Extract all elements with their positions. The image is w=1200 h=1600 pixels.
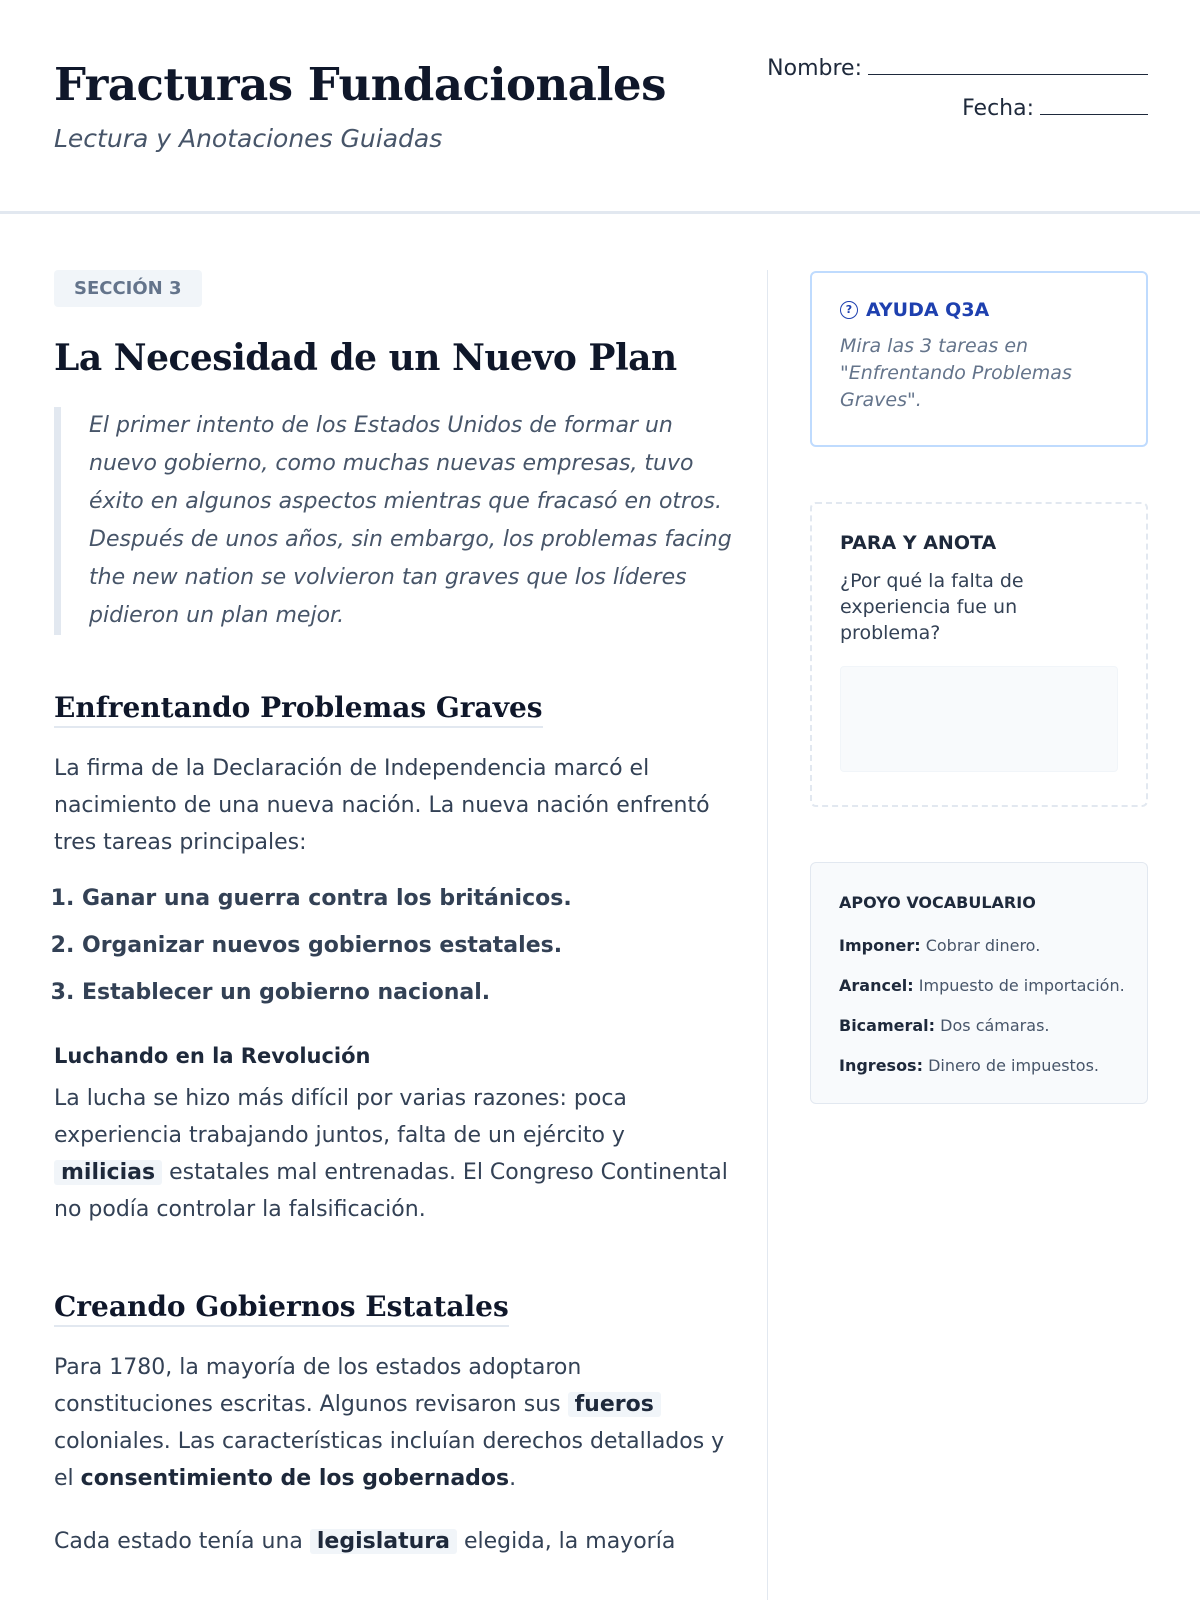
page-subtitle: Lectura y Anotaciones Guiadas [54, 124, 443, 153]
vocabulary-definition: Impuesto de importación. [918, 976, 1125, 995]
keyword-legislatura[interactable]: legislatura [310, 1529, 457, 1554]
help-title [840, 299, 1118, 321]
text-segment: estatales mal entrenadas. El Congreso Continental no podía controlar la falsificación. [54, 1160, 728, 1222]
text-segment: Cada estado tenía una [54, 1529, 303, 1554]
subsection-heading-states: Creando Gobiernos Estatales [54, 1290, 509, 1327]
text-segment: La lucha se hizo más difícil por varias razones: poca experiencia trabajando juntos, falta de un ejército y [54, 1086, 627, 1148]
annotation-question: ¿Por qué la falta de experiencia fue un problema? [840, 570, 1024, 644]
page-title: Fracturas Fundacionales [54, 58, 666, 111]
vocabulary-definition: Cobrar dinero. [925, 936, 1041, 955]
annotation-box [810, 502, 1148, 807]
bold-term: consentimiento de los gobernados [80, 1466, 510, 1491]
vocabulary-item [839, 926, 1119, 966]
vocabulary-term: Arancel: [839, 976, 914, 995]
text-segment: Para 1780, la mayoría de los estados adoptaron constituciones escritas. Algunos revisaron sus [54, 1355, 582, 1417]
date-field[interactable] [962, 96, 1148, 121]
page-header [0, 0, 1200, 214]
vocabulary-title: APOYO VOCABULARIO [839, 893, 1036, 912]
name-label: Nombre: [767, 56, 862, 81]
text-segment: coloniales. Las características incluían derechos detallados y el [54, 1429, 725, 1491]
vocabulary-item [839, 966, 1125, 1006]
text-segment: elegida, la mayoría [463, 1529, 676, 1554]
task-item: 1. Ganar una guerra contra los británicos. [82, 875, 734, 922]
date-line[interactable] [1040, 96, 1148, 115]
column-divider [767, 270, 768, 1600]
vocabulary-box [810, 862, 1148, 1104]
subsection-heading-problems: Enfrentando Problemas Graves [54, 691, 543, 728]
name-line[interactable] [868, 56, 1148, 75]
vocabulary-term: Imponer: [839, 936, 921, 955]
section-tag: SECCIÓN 3 [54, 270, 202, 307]
vocabulary-term: Bicameral: [839, 1016, 936, 1035]
subheading-revolution: Luchando en la Revolución [54, 1044, 371, 1068]
task-item: 3. Establecer un gobierno nacional. [82, 969, 734, 1016]
help-box [810, 271, 1148, 447]
vocabulary-definition: Dos cámaras. [940, 1016, 1050, 1035]
vocabulary-term: Ingresos: [839, 1056, 923, 1075]
help-title-text: AYUDA Q3A [866, 299, 990, 321]
keyword-fueros[interactable]: fueros [568, 1392, 661, 1417]
paragraph-states [54, 1349, 734, 1497]
section-heading: La Necesidad de un Nuevo Plan [54, 337, 677, 379]
paragraph-legislature [54, 1523, 734, 1560]
name-field[interactable] [767, 56, 1148, 81]
paragraph-problems: La firma de la Declaración de Independencia marcó el nacimiento de una nueva nación. La nueva nación enfrentó tres tareas principales: [54, 756, 710, 855]
paragraph-revolution [54, 1080, 734, 1228]
task-item: 2. Organizar nuevos gobiernos estatales. [82, 922, 734, 969]
vocabulary-definition: Dinero de impuestos. [928, 1056, 1100, 1075]
help-text: Mira las 3 tareas en "Enfrentando Problemas Graves". [840, 335, 1072, 411]
annotation-answer-area[interactable] [840, 666, 1118, 772]
vocabulary-item [839, 1006, 1119, 1046]
vocabulary-item [839, 1046, 1119, 1086]
annotation-title: PARA Y ANOTA [840, 532, 997, 554]
question-circle-icon: ? [840, 301, 858, 319]
task-list [54, 875, 734, 1016]
main-content [54, 270, 734, 1560]
intro-quote: El primer intento de los Estados Unidos de formar un nuevo gobierno, como muchas nuevas empresas, tuvo éxito en algunos aspectos mientras que fracasó en otros. Después de unos años, sin embargo, los problemas facing the new nation se volvieron tan graves que los líderes pidieron un plan mejor. [54, 407, 734, 635]
date-label: Fecha: [962, 96, 1034, 121]
keyword-milicias[interactable]: milicias [54, 1160, 162, 1185]
text-segment: . [509, 1466, 517, 1491]
